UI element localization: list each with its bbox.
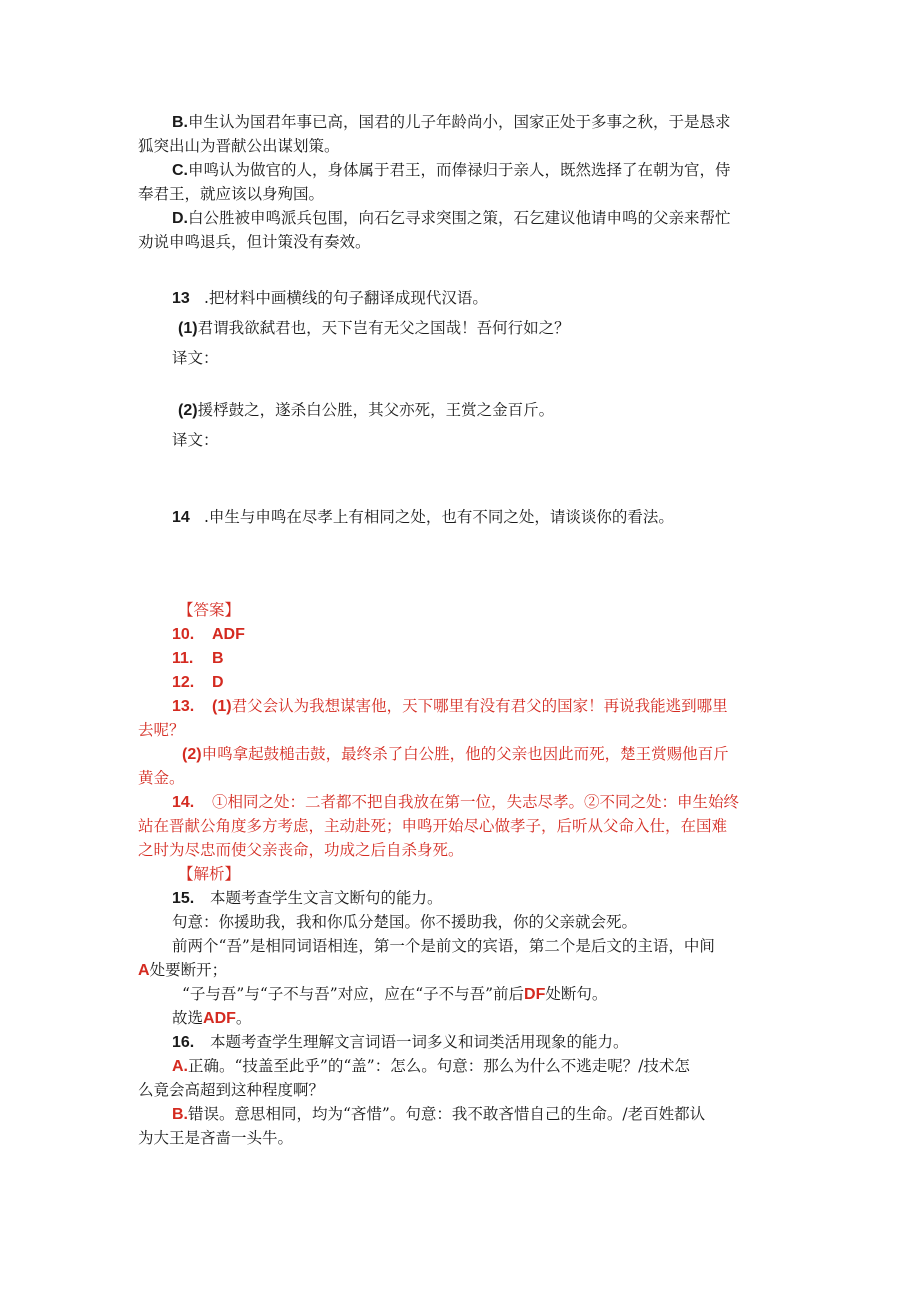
option-b-line1: B.申生认为国君年事已高，国君的儿子年龄尚小，国家正处于多事之秋，于是恳求 — [172, 113, 731, 131]
answer-13-line2: 去呢？ — [138, 721, 185, 739]
q13-sentence-1: (1)君谓我欲弑君也，天下岂有无父之国哉！吾何行如之？ — [178, 319, 570, 337]
explanation-15-line5: “子与吾”与“子不与吾”对应，应在“子不与吾”前后DF处断句。 — [182, 985, 608, 1003]
analysis-header: 【解析】 — [178, 865, 241, 883]
answers-header: 【答案】 — [178, 601, 241, 619]
q13-translation-2-label: 译文： — [172, 431, 219, 449]
explanation-15-line4: A处要断开； — [138, 961, 228, 979]
option-b-label: B. — [172, 114, 188, 131]
option-d-line2: 劝说申鸣退兵，但计策没有奏效。 — [138, 233, 371, 251]
answer-14-line1: 14. ①相同之处：二者都不把自我放在第一位，失志尽孝。②不同之处：申生始终 — [172, 793, 740, 811]
q13-translation-1-label: 译文： — [172, 349, 219, 367]
explanation-15-meaning: 句意：你援助我，我和你瓜分楚国。你不援助我，你的父亲就会死。 — [172, 913, 638, 931]
option-d-label: D. — [172, 210, 188, 227]
options-block — [138, 110, 788, 254]
answer-13-line1: 13. (1)君父会认为我想谋害他，天下哪里有没有君父的国家！再说我能逃到哪里 — [172, 697, 728, 715]
q13-sentence-2: (2)援桴鼓之，遂杀白公胜，其父亦死，王赏之金百斤。 — [178, 401, 555, 419]
option-c-line1: C.申鸣认为做官的人，身体属于君王，而俸禄归于亲人，既然选择了在朝为官，侍 — [172, 161, 731, 179]
answer-14-line2: 站在晋献公角度多方考虑，主动赴死；申鸣开始尽心做孝子，后听从父命入仕，在国难 — [138, 817, 728, 835]
option-c-line2: 奉君王，就应该以身殉国。 — [138, 185, 325, 203]
explanation-15-conclusion: 故选ADF。 — [172, 1009, 252, 1027]
explanation-16-b-line2: 为大王是吝啬一头牛。 — [138, 1129, 294, 1147]
analysis-section — [138, 862, 788, 1150]
answer-13-line4: 黄金。 — [138, 769, 185, 787]
q13-stem: 13 .把材料中画横线的句子翻译成现代汉语。 — [138, 286, 788, 310]
explanation-16-a-line1: A.正确。“技盖至此乎”的“盖”：怎么。句意：那么为什么不逃走呢？/技术怎 — [172, 1057, 690, 1075]
answer-14-line3: 之时为尽忠而使父亲丧命，功成之后自杀身死。 — [138, 841, 464, 859]
q13-s1-number: (1) — [178, 320, 198, 337]
explanation-16-a-line2: 么竟会高超到这种程度啊？ — [138, 1081, 325, 1099]
answer-11: 11. B — [172, 650, 224, 667]
explanation-15-line3: 前两个“吾”是相同词语相连，第一个是前文的宾语，第二个是后文的主语，中间 — [172, 937, 715, 955]
q14-number: 14 — [172, 509, 190, 526]
answer-12: 12. D — [172, 674, 224, 691]
question-14: 14 .申生与申鸣在尽孝上有相同之处，也有不同之处，请谈谈你的看法。 — [138, 505, 788, 529]
answer-13-line3: (2)申鸣拿起鼓槌击鼓，最终杀了白公胜，他的父亲也因此而死，楚王赏赐他百斤 — [182, 745, 729, 763]
explanation-15: 15. 本题考查学生文言文断句的能力。 — [172, 889, 443, 907]
answers-section — [138, 598, 788, 862]
q13-s2-number: (2) — [178, 402, 198, 419]
option-d-line1: D.白公胜被申鸣派兵包围，向石乞寻求突围之策，石乞建议他请申鸣的父亲来帮忙 — [172, 209, 731, 227]
answer-10: 10. ADF — [172, 626, 245, 643]
option-b-line2: 狐突出山为晋献公出谋划策。 — [138, 137, 340, 155]
question-13 — [138, 286, 788, 310]
explanation-16: 16. 本题考查学生理解文言词语一词多义和词类活用现象的能力。 — [172, 1033, 629, 1051]
option-c-label: C. — [172, 162, 188, 179]
q13-number: 13 — [172, 290, 190, 307]
explanation-16-b-line1: B.错误。意思相同，均为“吝惜”。句意：我不敢吝惜自己的生命。/老百姓都认 — [172, 1105, 706, 1123]
